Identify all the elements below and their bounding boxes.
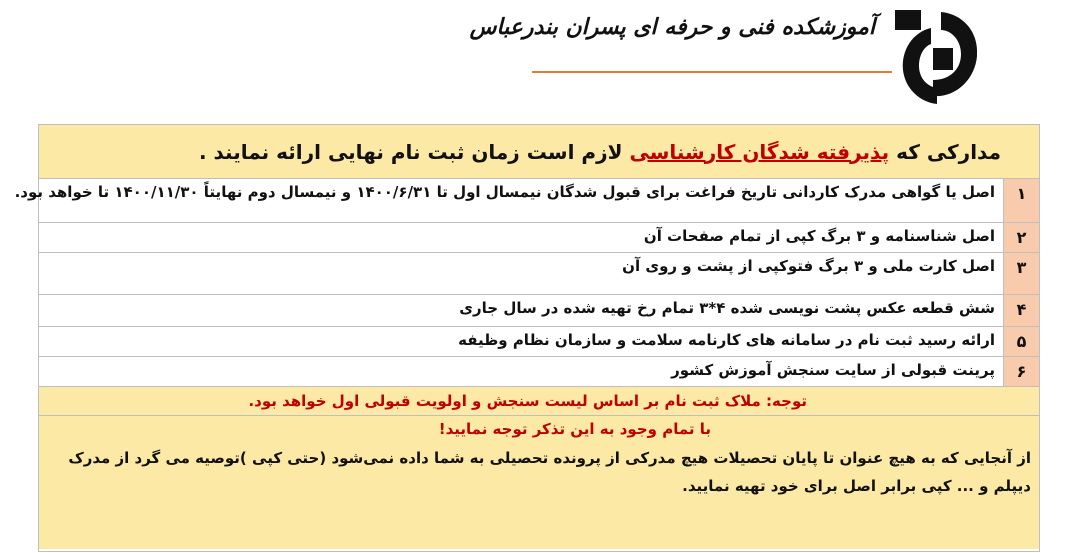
row-text: اصل شناسنامه و ۳ برگ کپی از تمام صفحات آن — [643, 227, 995, 245]
row-text: شش قطعه عکس پشت نویسی شده ۴*۳ تمام رخ تهیه شده در سال جاری — [459, 299, 995, 317]
table-heading — [39, 125, 1039, 179]
row-text: ارائه رسید ثبت نام در سامانه های کارنامه سلامت و سازمان نظام وظیفه — [458, 331, 995, 349]
documents-table — [14, 124, 1040, 552]
warning-block — [39, 416, 1039, 549]
row-number: ۶ — [1003, 357, 1039, 386]
table-row — [39, 253, 1039, 295]
table-row — [14, 179, 1039, 223]
row-text: پرینت قبولی از سایت سنجش آموزش کشور — [671, 361, 995, 379]
page-header — [0, 0, 1079, 120]
row-text: اصل کارت ملی و ۳ برگ فتوکپی از پشت و روی آن — [622, 257, 995, 275]
heading-prefix: مدارکی که — [896, 139, 1001, 164]
row-number: ۳ — [1003, 253, 1039, 294]
heading-suffix: لازم است زمان ثبت نام نهایی ارائه نمایند . — [198, 139, 623, 164]
warning-text: از آنجایی که به هیچ عنوان تا پایان تحصیلات هیچ مدرکی از پرونده تحصیلی به شما داده نمی‌شود (حتی کپی )توصیه می گرد از مدرک دیپلم و ... کپی برابر اصل برای خود تهیه نمایید. — [68, 449, 1031, 495]
school-title: آموزشکده فنی و حرفه ای پسران بندرعباس — [469, 14, 875, 40]
table-row — [39, 223, 1039, 253]
row-number: ۱ — [1003, 179, 1039, 222]
table-row — [39, 327, 1039, 357]
row-text: اصل یا گواهی مدرک کاردانی تاریخ فراغت برای قبول شدگان نیمسال اول تا ۱۴۰۰/۶/۳۱ و نیمسال دوم نهایتاً ۱۴۰۰/۱۱/۳۰ تا خواهد بود. — [14, 183, 995, 201]
title-divider — [532, 71, 892, 73]
registration-note: توجه: ملاک ثبت نام بر اساس لیست سنجش و اولویت قبولی اول خواهد بود. — [39, 387, 1039, 416]
table-row — [39, 295, 1039, 327]
warning-title: با تمام وجود به این تذکر توجه نمایید! — [438, 420, 711, 438]
school-logo-icon — [893, 8, 983, 108]
heading-highlight: پذیرفته شدگان کارشناسی — [629, 139, 890, 164]
row-number: ۲ — [1003, 223, 1039, 252]
row-number: ۴ — [1003, 295, 1039, 326]
table-row — [39, 357, 1039, 387]
row-number: ۵ — [1003, 327, 1039, 356]
